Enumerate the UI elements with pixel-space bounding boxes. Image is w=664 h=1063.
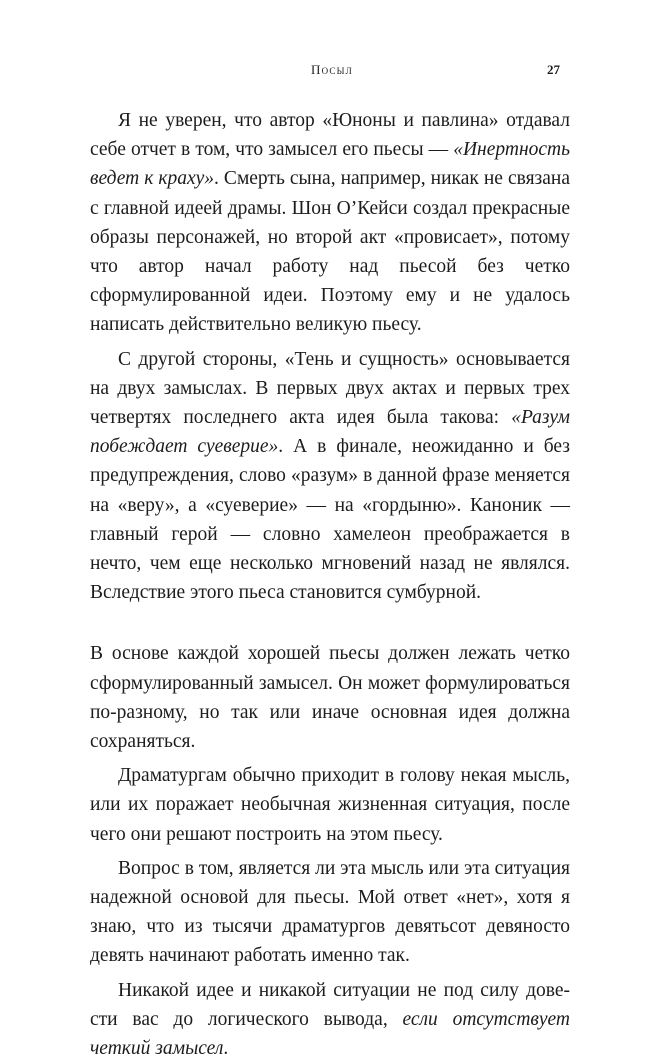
- running-title: Посыл: [311, 62, 353, 77]
- paragraph-text: Вопрос в том, является ли эта мысль или эта ситуация надежной основой для пьесы. Мой ответ «нет», хотя я знаю, что из тысячи драматургов девятьсот девяносто девять начинают работать именно так.: [90, 857, 570, 967]
- paragraph-italic-text: «Инертность ведет к краху»: [90, 139, 570, 190]
- paragraph-text: Драматургам обычно приходит в голову некая мысль, или их поражает необычная жизненная ситуация, после чего они решают построить на этом пьесу.: [90, 765, 570, 845]
- paragraph: [90, 976, 570, 1063]
- paragraph: [90, 345, 570, 608]
- paragraph-italic-text: «Разум побеждает суеверие»: [90, 407, 570, 458]
- paragraph-text: В основе каждой хорошей пьесы должен лежать четко сформулированный замысел. Он может формулироваться по-разному, но так или иначе основная идея должна сохраняться.: [90, 643, 570, 753]
- paragraph: [90, 639, 570, 756]
- paragraph-text: .: [223, 1038, 229, 1060]
- paragraph-text: С другой стороны, «Тень и сущность» основывается на двух замыслах. В первых двух актах и первых трех четвертях последнего акта идея была такова:: [90, 348, 570, 429]
- paragraph-text: . А в финале, неожиданно и без предупреждения, слово «разум» в данной фразе меняется на «веру», а «суеверие» — на «гордыню». Каноник — главный герой — словно хамелеон преображается в нечто, чем еще несколько мгновений назад не являлся. Вследствие этого пьеса становится сумбурной.: [90, 436, 570, 604]
- paragraph-text: Я не уверен, что автор «Юноны и павлина» отдавал себе отчет в том, что замысел его пьесы —: [90, 110, 570, 161]
- paragraph-text: Никакой идее и никакой ситуации не под силу довести вас до логического вывода,: [90, 979, 570, 1030]
- body-text: [90, 106, 570, 1063]
- paragraph-text: . Смерть сына, например, никак не связана с главной идеей драмы. Шон О’Кейси создал прекрасные образы персонажей, но второй акт «провисает», потому что автор начал работу над пьесой без четко сформулированной идеи. Поэтому ему и не удалось написать действительно великую пьесу.: [90, 168, 570, 336]
- section-break: [90, 607, 570, 639]
- page-header: [0, 58, 664, 82]
- page-number: 27: [547, 62, 560, 77]
- paragraph: [90, 106, 570, 340]
- paragraph-italic-text: если отсутствует четкий замысел: [90, 1008, 570, 1060]
- paragraph: [90, 854, 570, 971]
- paragraph: [90, 761, 570, 849]
